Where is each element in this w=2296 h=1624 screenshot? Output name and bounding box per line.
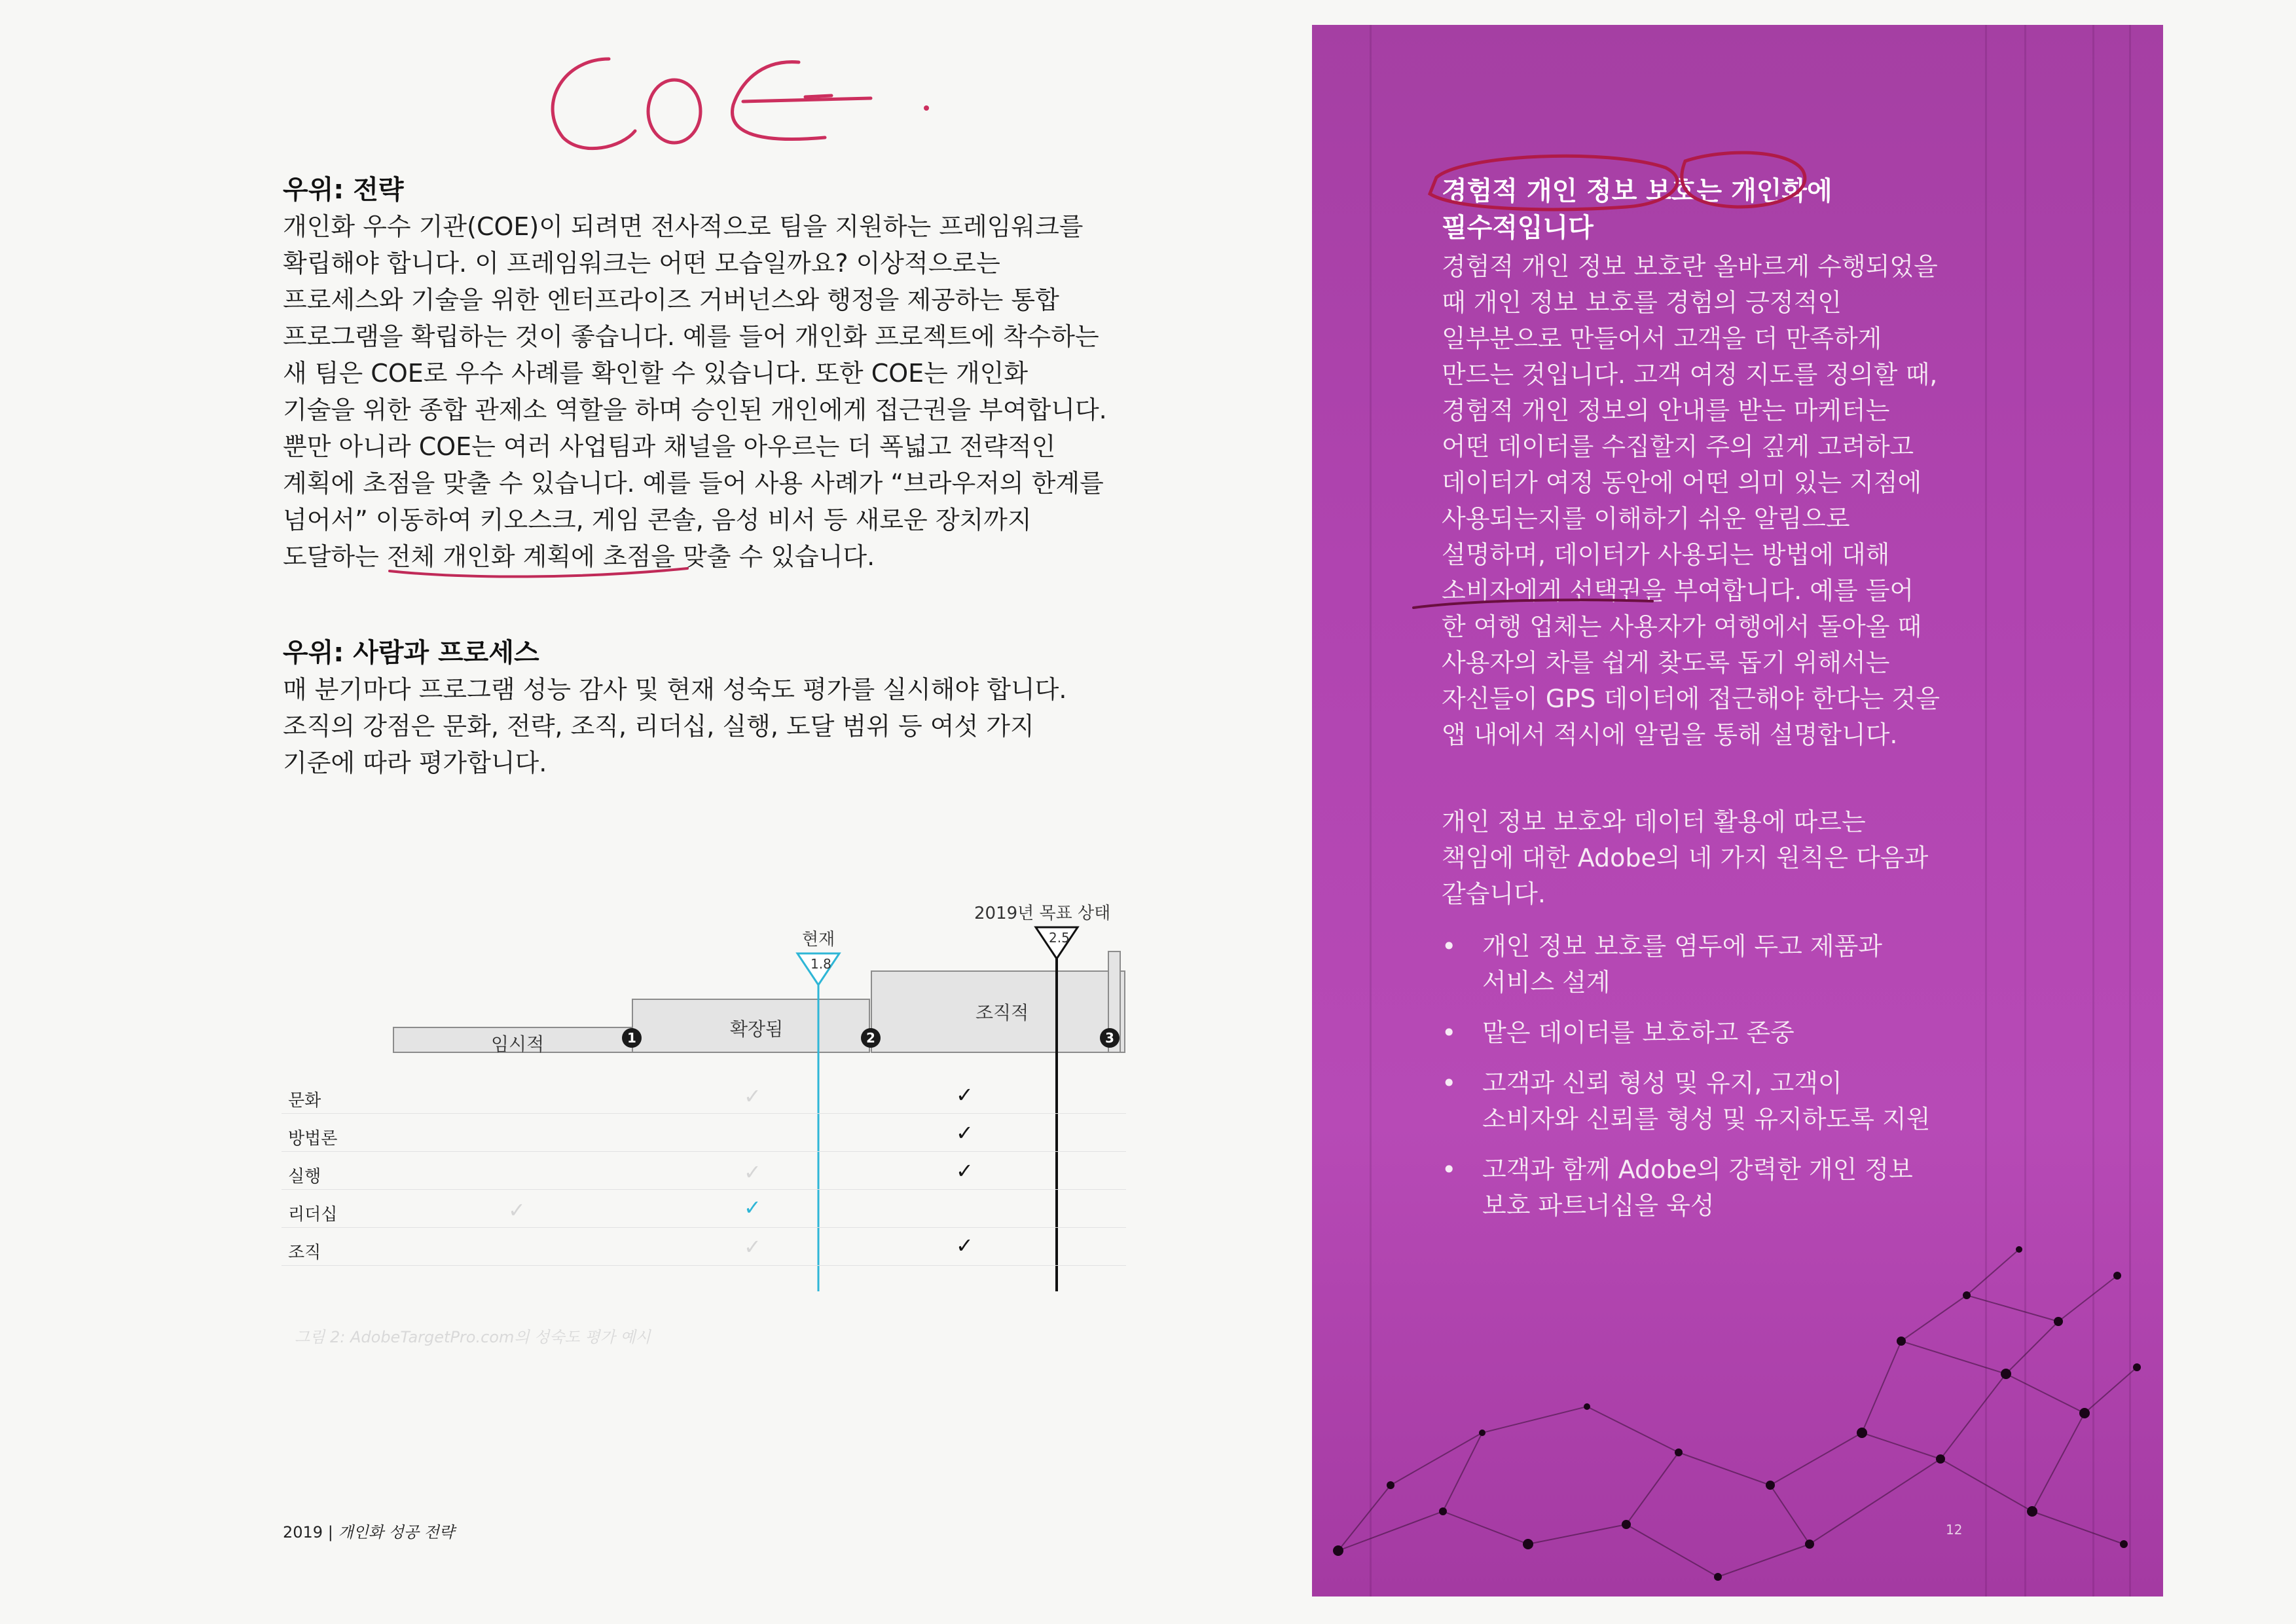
list-item-line: 개인 정보 보호를 염두에 두고 제품과 [1482,932,1883,961]
current-label: 현재 [802,930,835,950]
list-item-line: 고객과 신뢰 형성 및 유지, 고객이 [1482,1069,1842,1098]
check-icon: ✓ [508,1198,526,1223]
paragraph-line: 자신들이 GPS 데이터에 접근해야 한다는 것을 [1442,684,1940,713]
row-label-methodology: 방법론 [288,1129,338,1149]
paragraph-line: 일부분으로 만들어서 고객을 더 만족하게 [1442,324,1882,353]
body-line: 기준에 따라 평가합니다. [283,748,547,777]
privacy-paragraph-1 [1442,249,1940,753]
list-item [1442,1152,1930,1224]
body-line: 계획에 초점을 맞출 수 있습니다. 예를 들어 사용 사례가 “브라우저의 한계를 [283,469,1104,498]
paragraph-line: 개인 정보 보호와 데이터 활용에 따르는 [1442,807,1866,836]
body-line: 새 팀은 COE로 우수 사례를 확인할 수 있습니다. 또한 COE는 개인화 [283,359,1029,388]
row-label-organization: 조직 [288,1243,321,1263]
check-icon: ✓ [956,1082,974,1107]
target-marker [1033,925,1080,1291]
check-icon: ✓ [744,1195,761,1220]
section-people-body [283,671,1199,781]
right-page [1312,25,2163,1596]
paragraph-line: 경험적 개인 정보 보호란 올바르게 수행되었을 [1442,252,1938,281]
list-item [1442,929,1930,1001]
list-item-line: 소비자와 신뢰를 형성 및 유지하도록 지원 [1482,1105,1931,1134]
section-strategy-title: 우위: 전략 [283,175,404,205]
list-item [1442,1015,1930,1051]
list-item [1442,1065,1930,1137]
milestone-3: 3 [1100,1028,1120,1048]
stage-label-organized: 조직적 [975,1002,1029,1024]
section-people-title: 우위: 사람과 프로세스 [283,638,539,668]
check-icon: ✓ [744,1234,761,1259]
bullet-icon: • [1442,1018,1457,1047]
check-icon: ✓ [744,1160,761,1185]
paragraph-line: 사용되는지를 이해하기 쉬운 알림으로 [1442,504,1850,533]
row-label-execution: 실행 [288,1167,321,1187]
handwritten-underline [1410,595,1659,614]
list-item-line: 보호 파트너십을 육성 [1482,1191,1715,1220]
handwritten-circles [1410,141,1868,240]
body-line: 넘어서” 이동하여 키오스크, 게임 콘솔, 음성 비서 등 새로운 장치까지 [283,506,1032,534]
milestone-2: 2 [861,1028,881,1048]
target-value: 2.5 [1049,930,1070,946]
body-line: 도달하는 전체 개인화 계획에 초점을 맞출 수 있습니다. [283,542,875,571]
list-item-line: 고객과 함께 Adobe의 강력한 개인 정보 [1482,1155,1913,1184]
body-line: 개인화 우수 기관(COE)이 되려면 전사적으로 팀을 지원하는 프레임워크를 [283,212,1084,241]
row-divider [282,1265,1126,1266]
bullet-icon: • [1442,932,1457,961]
paragraph-line: 만드는 것입니다. 고객 여정 지도를 정의할 때, [1442,360,1938,389]
target-state-label: 2019년 목표 상태 [974,904,1111,923]
body-line: 매 분기마다 프로그램 성능 감사 및 현재 성숙도 평가를 실시해야 합니다. [283,675,1067,704]
footer-title: 개인화 성공 전략 [338,1523,454,1541]
network-graphic [1312,1236,2163,1596]
paragraph-line: 같습니다. [1442,879,1546,908]
check-icon: ✓ [956,1158,974,1183]
section-strategy-body [283,208,1199,575]
paragraph-line: 사용자의 차를 쉽게 찾도록 돕기 위해서는 [1442,648,1890,677]
body-line: 조직의 강점은 문화, 전략, 조직, 리더십, 실행, 도달 범위 등 여섯 가지 [283,712,1034,741]
stage-label-adhoc: 임시적 [491,1033,545,1055]
row-divider [282,1151,1126,1152]
paragraph-line: 책임에 대한 Adobe의 네 가지 원칙은 다음과 [1442,843,1929,872]
principles-list [1442,929,1930,1238]
figure-caption: 그림 2: AdobeTargetPro.com의 성숙도 평가 예시 [295,1328,651,1346]
bullet-icon: • [1442,1069,1457,1098]
paragraph-line: 설명하며, 데이터가 사용되는 방법에 대해 [1442,540,1890,569]
body-line: 확립해야 합니다. 이 프레임워크는 어떤 모습일까요? 이상적으로는 [283,249,1000,278]
privacy-heading-line1: 경험적 개인 정보 보호는 개인화에 [1442,176,1832,206]
page-footer [283,1519,454,1542]
paragraph-line: 어떤 데이터를 수집할지 주의 깊게 고려하고 [1442,432,1914,461]
stage-label-scaled: 확장됨 [730,1018,784,1040]
handwritten-underline [386,563,694,583]
paragraph-line: 경험적 개인 정보의 안내를 받는 마케터는 [1442,396,1890,425]
current-marker [795,951,842,1291]
list-item-line: 서비스 설계 [1482,968,1611,997]
maturity-assessment-figure [282,897,1133,1290]
handwritten-coe-annotation [524,33,995,164]
list-item-line: 맡은 데이터를 보호하고 존중 [1482,1018,1795,1047]
row-divider [282,1189,1126,1190]
paragraph-line: 때 개인 정보 보호를 경험의 긍정적인 [1442,288,1842,317]
row-label-culture: 문화 [288,1091,321,1111]
paragraph-line: 소비자에게 선택권을 부여합니다. 예를 들어 [1442,576,1914,605]
paragraph-line: 데이터가 여정 동안에 어떤 의미 있는 지점에 [1442,468,1922,497]
row-divider [282,1227,1126,1228]
body-line: 기술을 위한 종합 관제소 역할을 하며 승인된 개인에게 접근권을 부여합니다. [283,396,1107,424]
page-number: 12 [1946,1522,1963,1538]
row-label-leadership: 리더십 [288,1205,338,1225]
check-icon: ✓ [956,1233,974,1258]
bullet-icon: • [1442,1155,1457,1184]
body-line: 프로그램을 확립하는 것이 좋습니다. 예를 들어 개인화 프로젝트에 착수하는 [283,322,1099,351]
body-line: 프로세스와 기술을 위한 엔터프라이즈 거버넌스와 행정을 제공하는 통합 [283,286,1059,314]
paragraph-line: 앱 내에서 적시에 알림을 통해 설명합니다. [1442,720,1898,749]
body-line: 뿐만 아니라 COE는 여러 사업팀과 채널을 아우르는 더 폭넓고 전략적인 [283,432,1056,461]
milestone-1: 1 [622,1028,642,1048]
check-icon: ✓ [744,1084,761,1109]
current-value: 1.8 [811,956,831,972]
footer-year: 2019 | [283,1523,333,1541]
paragraph-line: 한 여행 업체는 사용자가 여행에서 돌아올 때 [1442,612,1922,641]
privacy-paragraph-2 [1442,804,1928,912]
check-icon: ✓ [956,1120,974,1145]
privacy-heading-line2: 필수적입니다 [1442,213,1594,243]
row-divider [282,1113,1126,1114]
